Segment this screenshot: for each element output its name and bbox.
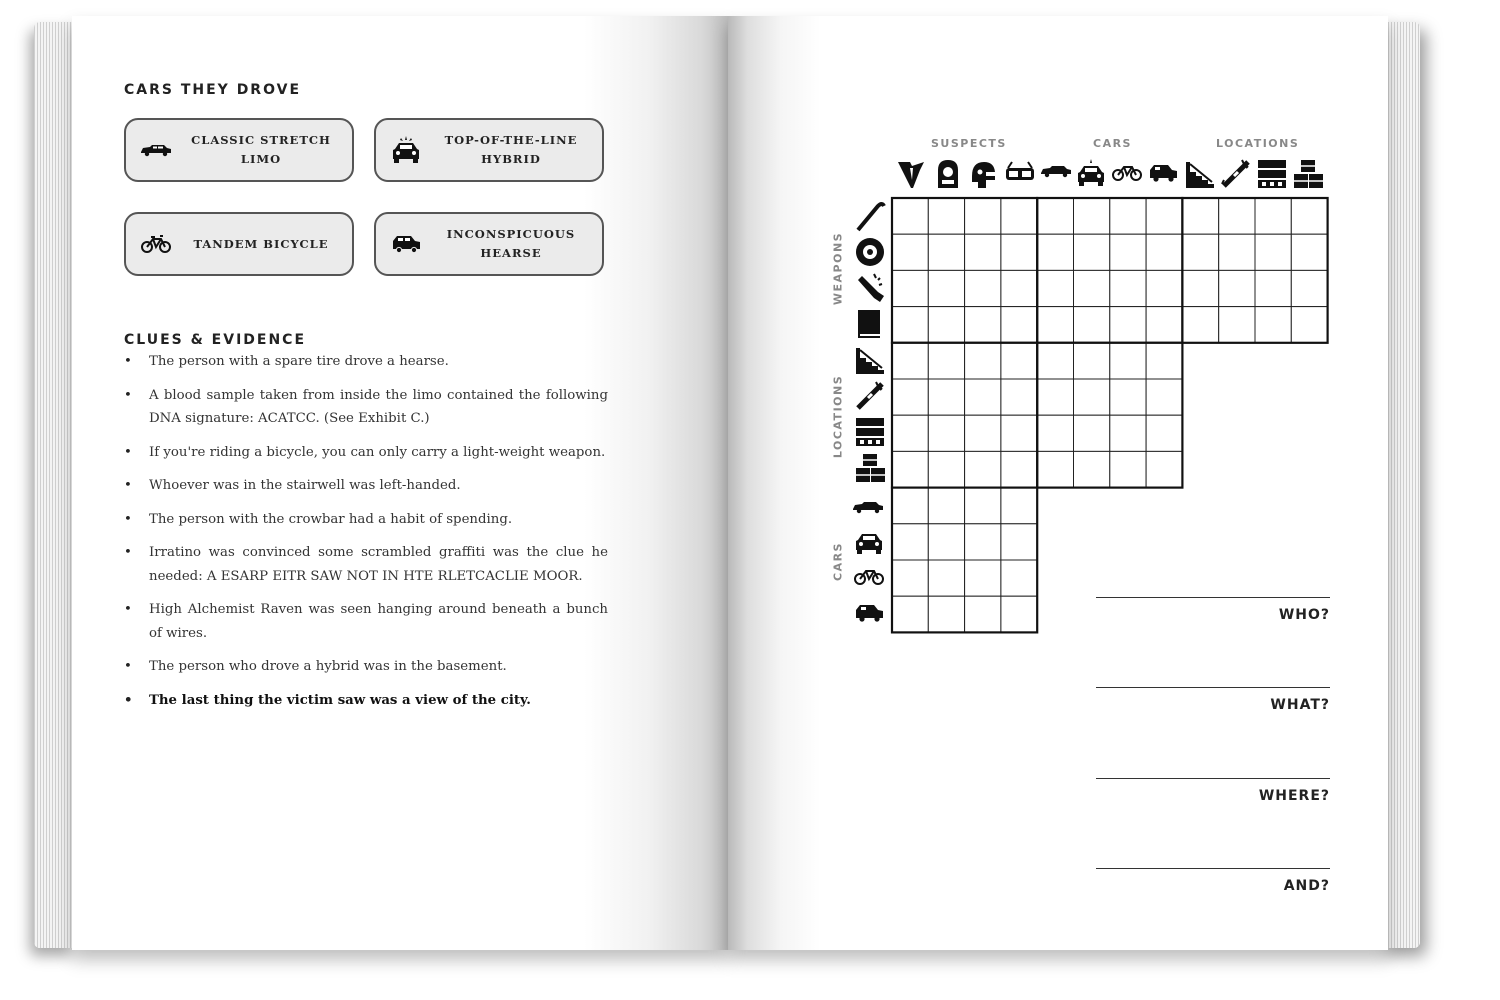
clues-heading: CLUES & EVIDENCE [124,332,307,348]
hybrid-car-icon [384,135,428,165]
grid-cell[interactable] [1110,198,1146,234]
grid-cell[interactable] [1074,415,1110,451]
hearse-icon [1150,165,1177,182]
hearse-icon [856,605,883,622]
grid-cell[interactable] [1110,270,1146,306]
grid-cell[interactable] [1146,451,1182,487]
grid-cell[interactable] [965,198,1001,234]
grid-cell[interactable] [1255,307,1291,343]
crowbar-icon [858,204,884,230]
grid-cell[interactable] [928,379,964,415]
helmet-icon [972,162,996,188]
storage-crates-icon [856,454,885,482]
grid-cell[interactable] [1074,198,1110,234]
answer-line-and[interactable] [1096,868,1330,869]
clue-item: • Irratino was convinced some scrambled graffiti was the clue he needed: A ESARP EITR SAW NOT IN HTE RLETCACLIE MOOR. [124,541,608,588]
grid-cell[interactable] [1001,524,1037,560]
car-label-limo: CLASSIC STRETCH LIMO [191,133,331,166]
bicycle-icon [855,571,883,584]
clue-item: • High Alchemist Raven was seen hanging around beneath a bunch of wires. [124,598,608,645]
grid-cell[interactable] [1219,198,1255,234]
bicycle-icon [134,234,178,254]
grid-cell[interactable] [965,524,1001,560]
grid-cell[interactable] [965,560,1001,596]
grid-cell[interactable] [1037,198,1073,234]
clue-item: • A blood sample taken from inside the limo contained the following DNA signature: ACATCC. (See Exhibit C.) [124,384,608,431]
wires-icon [858,382,882,408]
hybrid-car-icon [1078,159,1104,186]
grid-cell[interactable] [928,234,964,270]
grid-cell[interactable] [965,488,1001,524]
limo-icon [1041,166,1071,177]
grid-cell[interactable] [1146,234,1182,270]
grid-cell[interactable] [892,198,928,234]
grid-cell[interactable] [965,415,1001,451]
grid-cell[interactable] [1182,307,1218,343]
grid-cell[interactable] [1037,307,1073,343]
grid-cell[interactable] [892,415,928,451]
grid-cell[interactable] [1001,270,1037,306]
grid-cell[interactable] [1255,234,1291,270]
grid-cell[interactable] [892,524,928,560]
row-group-cars: CARS [831,542,845,581]
grid-cell[interactable] [1037,451,1073,487]
grid-cell[interactable] [1146,379,1182,415]
grid-cell[interactable] [1146,307,1182,343]
grid-cell[interactable] [1037,270,1073,306]
stairwell-icon [856,348,884,374]
clue-item: • If you're riding a bicycle, you can only carry a light-weight weapon. [124,441,608,465]
grid-cell[interactable] [1001,488,1037,524]
car-label-hearse: INCONSPICUOUS HEARSE [446,227,576,260]
basement-icon [1258,160,1286,188]
grid-cell[interactable] [1219,270,1255,306]
grid-cell[interactable] [928,198,964,234]
grid-cell[interactable] [1001,307,1037,343]
storage-crates-icon [1294,160,1323,188]
goggles-icon [1006,162,1034,180]
limo-icon [853,502,883,513]
grid-cell[interactable] [892,343,928,379]
grid-cell[interactable] [1001,560,1037,596]
grid-cell[interactable] [965,379,1001,415]
grid-cell[interactable] [928,343,964,379]
column-group-locations: LOCATIONS [1216,137,1300,150]
grid-cell[interactable] [928,270,964,306]
grid-cell[interactable] [1037,343,1073,379]
grid-cell[interactable] [1291,307,1327,343]
answer-line-where[interactable] [1096,778,1330,779]
grid-cell[interactable] [1291,198,1327,234]
grid-cell[interactable] [1001,234,1037,270]
grid-cell[interactable] [1110,307,1146,343]
grid-cell[interactable] [1255,270,1291,306]
grid-cell[interactable] [1074,379,1110,415]
car-card-limo [124,118,354,182]
grid-cell[interactable] [965,307,1001,343]
clue-item: • The person with the crowbar had a habit of spending. [124,508,608,532]
car-card-bicycle [124,212,354,276]
book-icon [858,310,880,338]
grid-cell[interactable] [892,488,928,524]
grid-cell[interactable] [1110,415,1146,451]
grid-cell[interactable] [1146,270,1182,306]
grid-cell[interactable] [1146,343,1182,379]
clue-item-emphasized: • The last thing the victim saw was a view of the city. [124,689,608,713]
car-card-hybrid [374,118,604,182]
grid-cell[interactable] [1219,307,1255,343]
grid-cell[interactable] [965,270,1001,306]
hooded-figure-icon [938,160,958,188]
grid-cell[interactable] [892,234,928,270]
column-group-suspects: SUSPECTS [931,137,1007,150]
clue-item: • The person who drove a hybrid was in the basement. [124,655,608,679]
grid-cell[interactable] [1074,451,1110,487]
car-label-hybrid: TOP-OF-THE-LINE HYBRID [444,133,578,166]
limo-icon [134,143,178,157]
basement-icon [856,418,884,446]
wires-icon [1222,160,1248,186]
cars-heading: CARS THEY DROVE [124,82,302,98]
grid-cell[interactable] [1074,343,1110,379]
answer-label-where: WHERE? [1258,788,1330,804]
grid-cell[interactable] [965,343,1001,379]
row-icons-column [850,198,890,634]
clue-item: • The person with a spare tire drove a hearse. [124,350,608,374]
hearse-icon [384,233,428,255]
grid-cell[interactable] [1182,270,1218,306]
logic-grid [890,196,1334,638]
grid-cell[interactable] [928,524,964,560]
stairwell-icon [1186,162,1214,188]
grid-cell[interactable] [928,307,964,343]
grid-cell[interactable] [965,451,1001,487]
grid-cell[interactable] [892,307,928,343]
grid-cell[interactable] [928,451,964,487]
answer-label-and: AND? [1283,878,1330,894]
grid-cell[interactable] [1182,234,1218,270]
grid-cell[interactable] [892,596,928,632]
car-label-bicycle: TANDEM BICYCLE [193,236,329,251]
spare-tire-icon [856,238,884,266]
grid-cell[interactable] [1037,234,1073,270]
answer-line-what[interactable] [1096,687,1330,688]
grid-cell[interactable] [965,234,1001,270]
left-page-edges [34,22,74,948]
grid-cell[interactable] [1219,234,1255,270]
answer-label-what: WHAT? [1270,697,1330,713]
grid-cell[interactable] [892,270,928,306]
grid-cell[interactable] [1110,343,1146,379]
row-group-locations: LOCATIONS [831,374,845,459]
grid-cell[interactable] [1001,451,1037,487]
grid-cell[interactable] [965,596,1001,632]
grid-cell[interactable] [1110,379,1146,415]
grid-cell[interactable] [1037,415,1073,451]
hybrid-car-icon [856,534,882,554]
grid-cell[interactable] [1255,198,1291,234]
grid-cell[interactable] [1110,451,1146,487]
row-group-weapons: WEAPONS [831,231,845,306]
clue-item: • Whoever was in the stairwell was left-handed. [124,474,608,498]
column-icons-row [892,156,1332,192]
clues-list [124,350,608,722]
bicycle-icon [1113,167,1141,180]
grid-cell[interactable] [1291,270,1327,306]
column-group-cars: CARS [1093,137,1132,150]
grid-cell[interactable] [1182,198,1218,234]
tuxedo-icon [898,162,924,188]
grid-cell[interactable] [1074,307,1110,343]
grid-cell[interactable] [892,379,928,415]
grid-cell[interactable] [1001,596,1037,632]
grid-cell[interactable] [1001,415,1037,451]
answer-line-who[interactable] [1096,597,1330,598]
grid-cell[interactable] [928,560,964,596]
grid-cell[interactable] [1001,343,1037,379]
grid-cell[interactable] [1001,198,1037,234]
grid-cell[interactable] [1110,234,1146,270]
grid-cell[interactable] [1074,270,1110,306]
grid-cell[interactable] [1037,379,1073,415]
grid-cell[interactable] [928,415,964,451]
grid-cell[interactable] [928,596,964,632]
grid-cell[interactable] [1291,234,1327,270]
grid-cell[interactable] [928,488,964,524]
grid-cell[interactable] [1146,198,1182,234]
weapon-icon [858,274,884,302]
grid-cell[interactable] [892,451,928,487]
car-card-hearse [374,212,604,276]
grid-cell[interactable] [892,560,928,596]
grid-cell[interactable] [1074,234,1110,270]
answer-label-who: WHO? [1278,607,1330,623]
grid-cell[interactable] [1001,379,1037,415]
grid-cell[interactable] [1146,415,1182,451]
